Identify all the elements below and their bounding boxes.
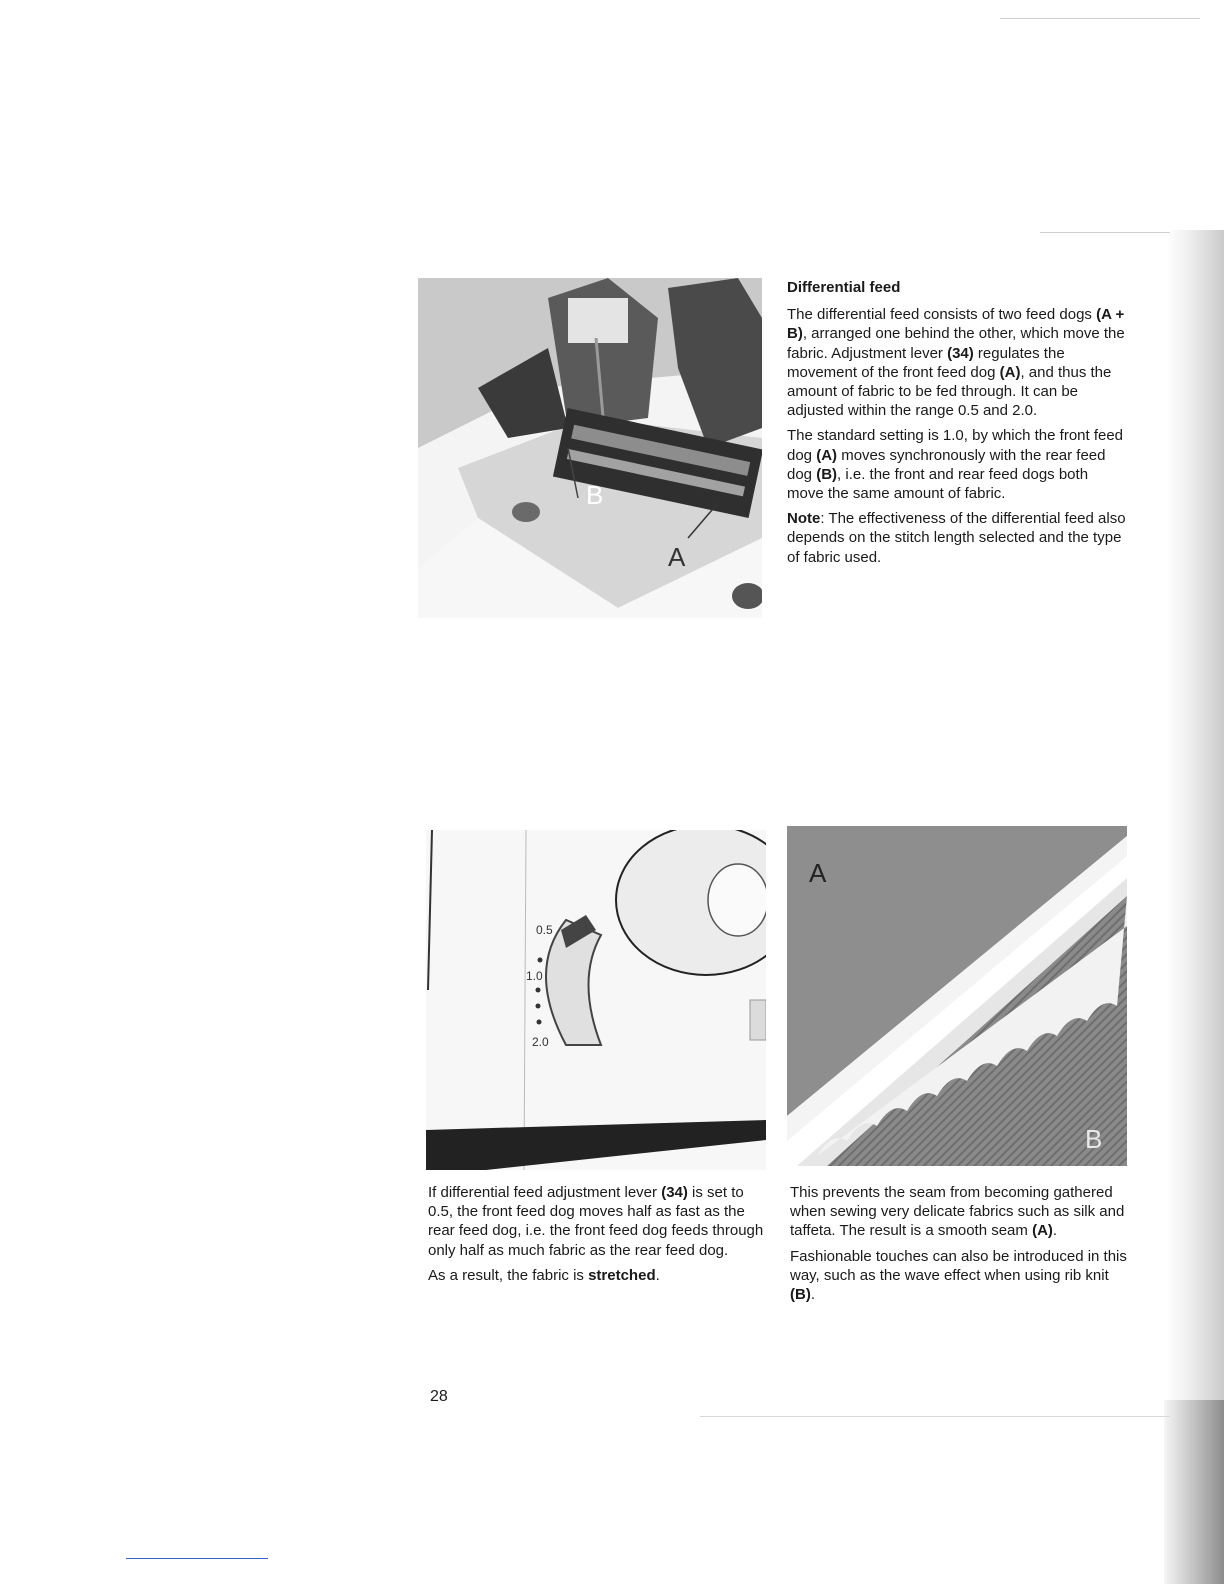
page-number: 28 bbox=[430, 1388, 448, 1405]
feed-dial-photo bbox=[426, 830, 766, 1170]
right-caption bbox=[790, 1183, 1130, 1310]
fabric-label-a: A bbox=[809, 858, 827, 888]
right-caption-paragraph-2: Fashionable touches can also be introduced in this way, such as the wave effect when using rib knit (B). bbox=[790, 1247, 1127, 1304]
intro-text bbox=[787, 278, 1127, 573]
note-paragraph: Note: The effectiveness of the differential feed also depends on the stitch length selected and the type of fabric used. bbox=[787, 510, 1126, 566]
right-caption-paragraph-1: This prevents the seam from becoming gathered when sewing very delicate fabrics such as silk and taffeta. The result is a smooth seam (A). bbox=[790, 1184, 1125, 1240]
scan-binding-edge bbox=[1166, 230, 1224, 1584]
left-caption-paragraph-2: As a result, the fabric is stretched. bbox=[428, 1266, 660, 1284]
left-caption bbox=[428, 1183, 768, 1291]
intro-paragraph-2: The standard setting is 1.0, by which the front feed dog (A) moves synchronously with the rear feed dog (B), i.e. the front and rear feed dogs both move the same amount of fabric. bbox=[787, 427, 1124, 503]
feed-dog-a-label: A bbox=[668, 542, 686, 572]
feed-dog-b-label: B bbox=[586, 480, 604, 510]
scan-artifact-line bbox=[1040, 232, 1170, 233]
feed-dogs-photo bbox=[418, 278, 762, 618]
intro-paragraph-1: The differential feed consists of two feed dogs (A + B), arranged one behind the other, which move the fabric. Adjustment lever (34) regulates the movement of the front feed dog (A), and thus the amount of fabric to be fed through. It can be adjusted within the range 0.5 and 2.0. bbox=[787, 306, 1125, 420]
scan-artifact-line bbox=[700, 1416, 1170, 1417]
footer-rule bbox=[126, 1558, 268, 1559]
scan-binding-shadow bbox=[1164, 1400, 1224, 1584]
left-caption-paragraph-1: If differential feed adjustment lever (34) is set to 0.5, the front feed dog moves half as fast as the rear feed dog, i.e. the front feed dog feeds through only half as much fabric as the rear feed dog. bbox=[428, 1184, 764, 1259]
dial-mark-0-5: 0.5 bbox=[536, 923, 553, 937]
scan-artifact-line bbox=[1000, 18, 1200, 19]
section-heading: Differential feed bbox=[787, 279, 901, 296]
fabric-seam-photo bbox=[787, 826, 1127, 1166]
fabric-label-b: B bbox=[1085, 1124, 1103, 1154]
dial-mark-2-0: 2.0 bbox=[532, 1035, 549, 1049]
dial-mark-1-0: 1.0 bbox=[526, 969, 543, 983]
